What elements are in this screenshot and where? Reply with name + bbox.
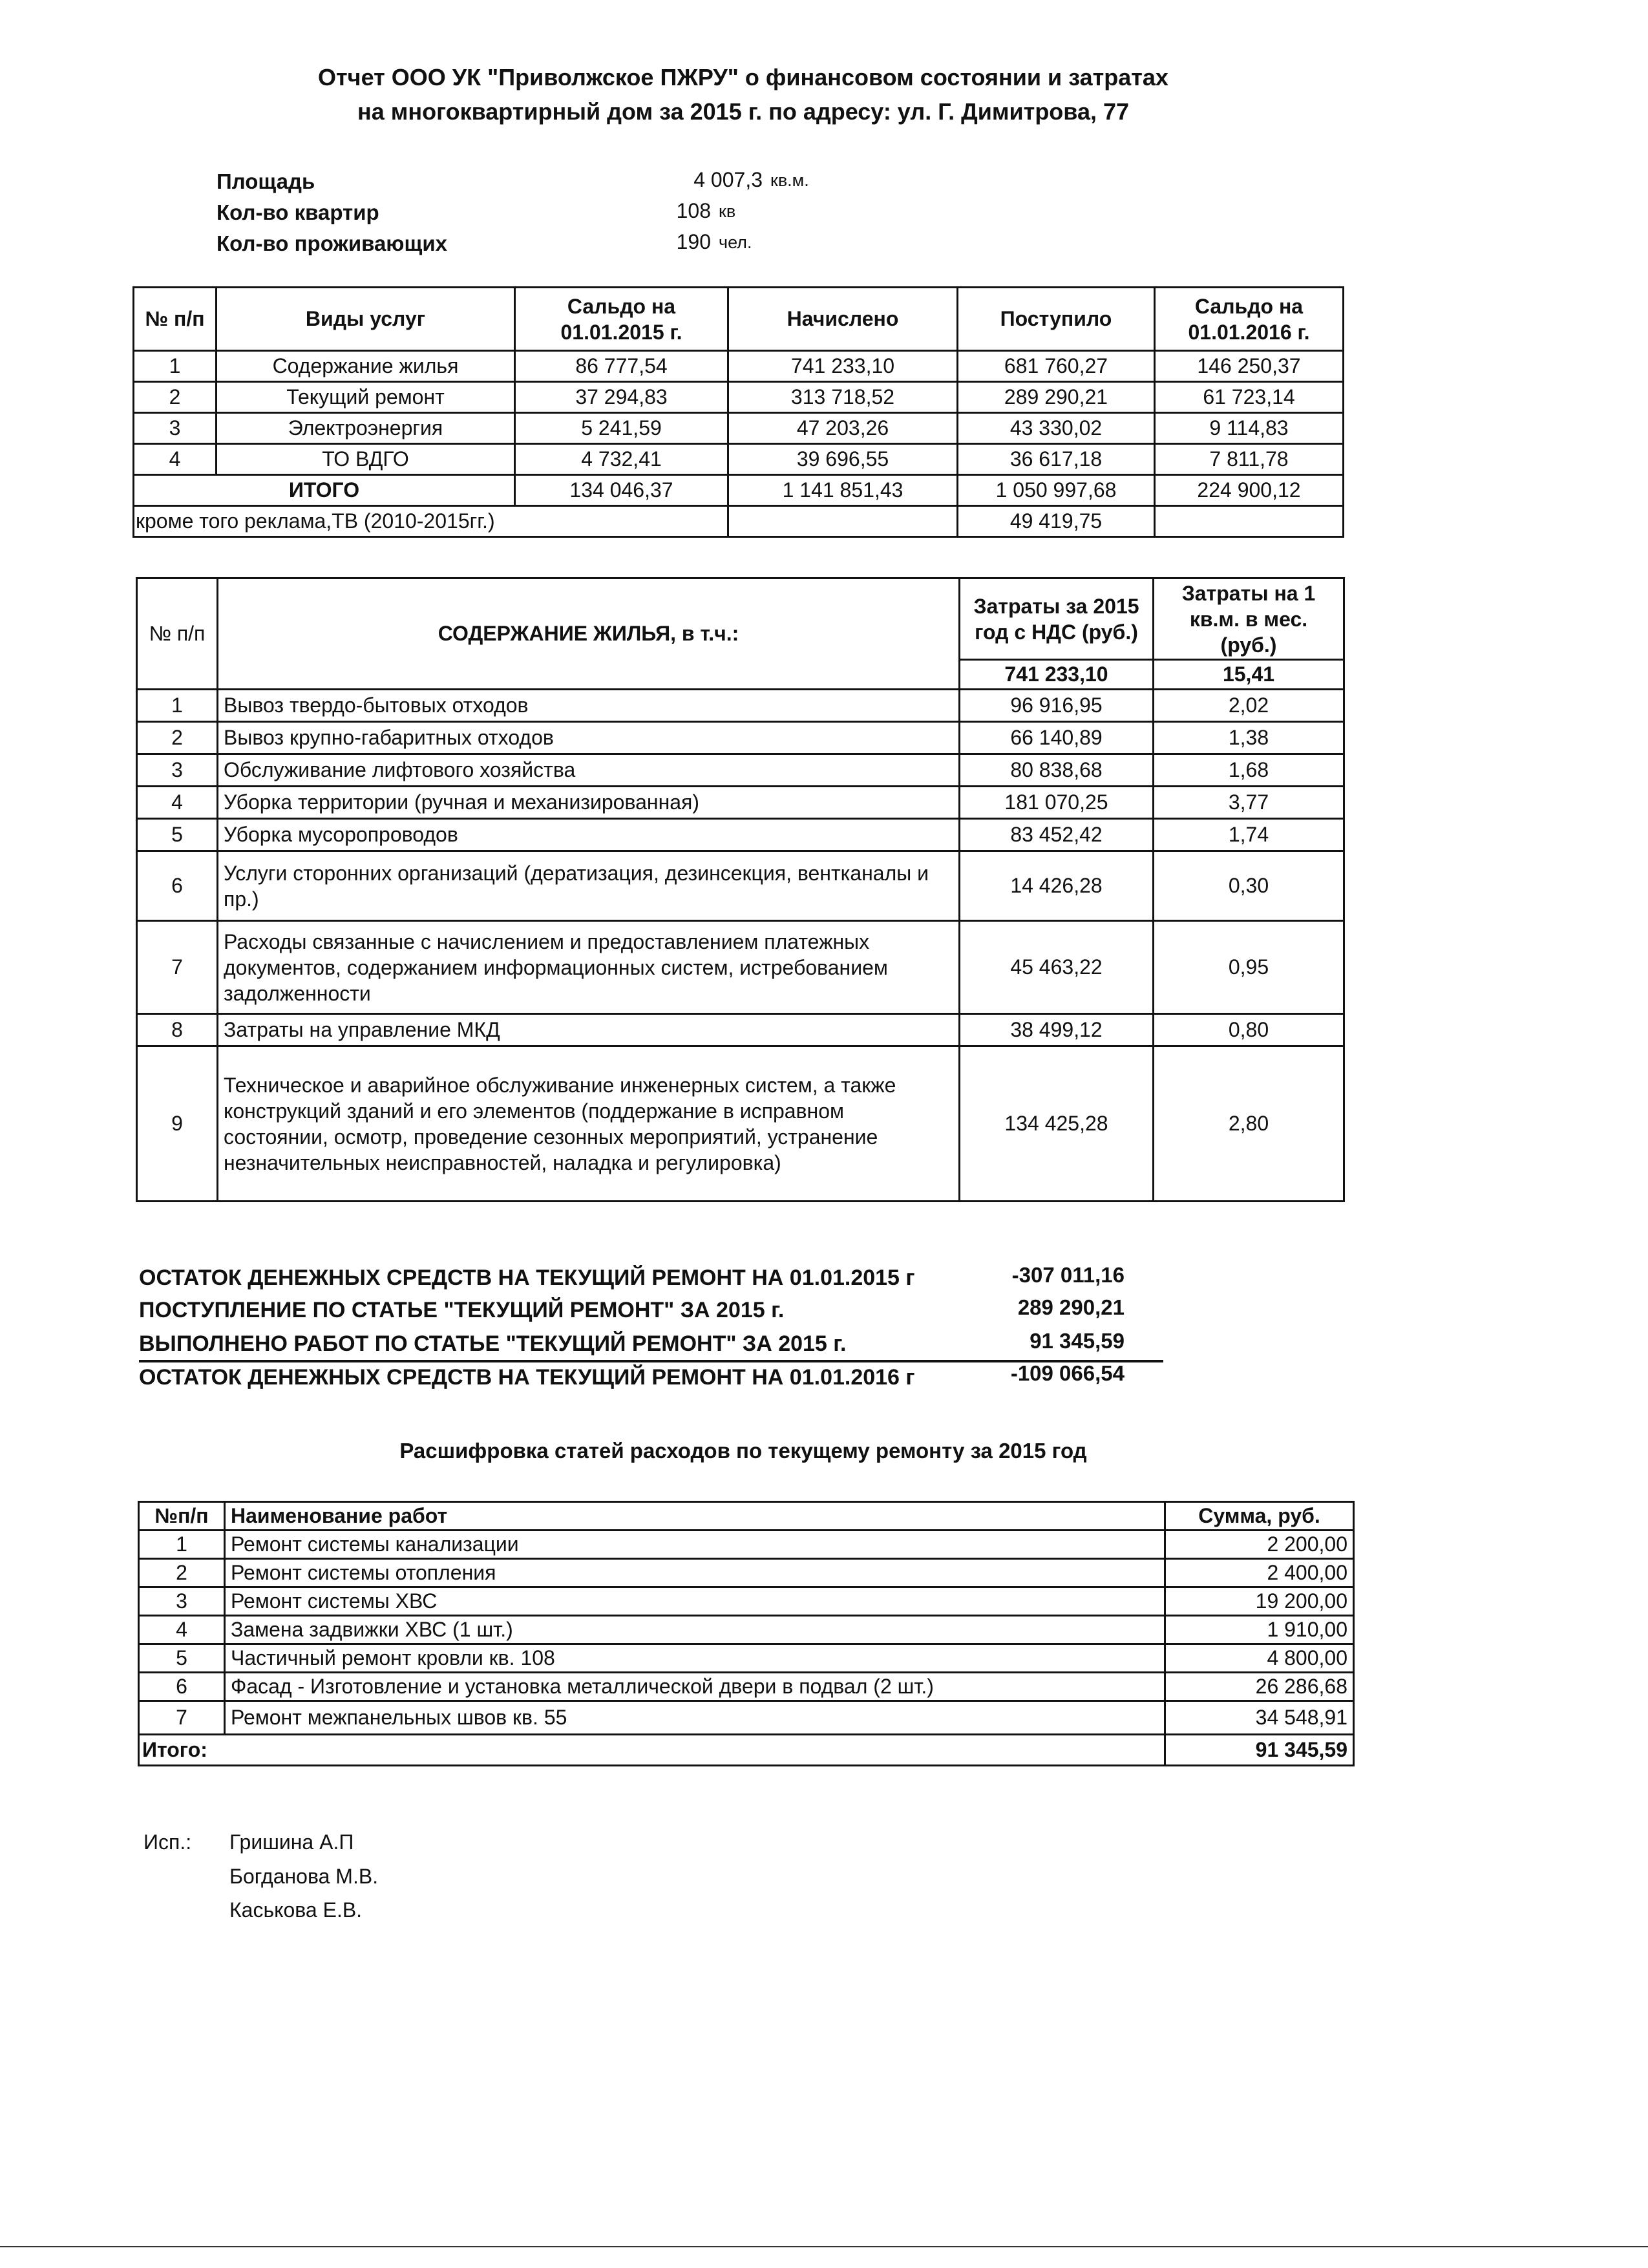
item-cost: 66 140,89 bbox=[960, 722, 1154, 754]
table-row bbox=[137, 690, 1344, 722]
total-cost-per-sqm: 15,41 bbox=[1154, 660, 1344, 690]
table-row bbox=[137, 722, 1344, 754]
table-row bbox=[137, 1046, 1344, 1202]
balance-start: 5 241,59 bbox=[515, 413, 728, 444]
item-name: Вывоз твердо-бытовых отходов bbox=[218, 690, 960, 722]
col-header-service: Виды услуг bbox=[217, 288, 515, 351]
work-amount: 2 200,00 bbox=[1165, 1531, 1354, 1559]
row-number: 3 bbox=[134, 413, 217, 444]
item-cost: 80 838,68 bbox=[960, 754, 1154, 787]
table-row bbox=[137, 754, 1344, 787]
received: 43 330,02 bbox=[958, 413, 1155, 444]
apartments-unit: кв bbox=[719, 202, 736, 221]
col-header-number: № п/п bbox=[134, 288, 217, 351]
col-header-number: №п/п bbox=[139, 1502, 225, 1531]
work-name: Ремонт системы ХВС bbox=[225, 1587, 1165, 1616]
col-header-amount: Сумма, руб. bbox=[1165, 1502, 1354, 1531]
row-number: 4 bbox=[137, 787, 218, 819]
row-number: 5 bbox=[137, 819, 218, 851]
totals-label: ИТОГО bbox=[134, 475, 515, 506]
repair-income-value: 289 290,21 bbox=[1017, 1295, 1125, 1319]
row-number: 2 bbox=[139, 1559, 225, 1587]
repair-works-label: ВЫПОЛНЕНО РАБОТ ПО СТАТЬЕ "ТЕКУЩИЙ РЕМОНТ" ЗА 2015 г. bbox=[139, 1331, 847, 1356]
row-number: 1 bbox=[139, 1531, 225, 1559]
table-row bbox=[137, 787, 1344, 819]
balance-end: 9 114,83 bbox=[1155, 413, 1344, 444]
executor-name: Гришина А.П bbox=[229, 1830, 354, 1854]
table-row bbox=[137, 851, 1344, 921]
accrued: 47 203,26 bbox=[728, 413, 958, 444]
work-name: Замена задвижки ХВС (1 шт.) bbox=[225, 1616, 1165, 1644]
table-row bbox=[139, 1701, 1354, 1735]
total-received: 1 050 997,68 bbox=[958, 475, 1155, 506]
table-row bbox=[139, 1673, 1354, 1701]
item-cost-per-sqm: 2,02 bbox=[1154, 690, 1344, 722]
advertising-value: 49 419,75 bbox=[958, 506, 1155, 537]
table-row bbox=[139, 1644, 1354, 1673]
accrued: 39 696,55 bbox=[728, 444, 958, 475]
balance-start: 37 294,83 bbox=[515, 382, 728, 413]
item-cost-per-sqm: 1,68 bbox=[1154, 754, 1344, 787]
row-number: 6 bbox=[139, 1673, 225, 1701]
row-number: 9 bbox=[137, 1046, 218, 1202]
balance-end: 61 723,14 bbox=[1155, 382, 1344, 413]
residents-unit: чел. bbox=[719, 233, 752, 252]
work-name: Ремонт системы отопления bbox=[225, 1559, 1165, 1587]
item-cost: 45 463,22 bbox=[960, 921, 1154, 1014]
item-cost: 14 426,28 bbox=[960, 851, 1154, 921]
item-cost-per-sqm: 2,80 bbox=[1154, 1046, 1344, 1202]
totals-row bbox=[139, 1735, 1354, 1766]
col-header-maintenance: СОДЕРЖАНИЕ ЖИЛЬЯ, в т.ч.: bbox=[218, 578, 960, 690]
total-accrued: 1 141 851,43 bbox=[728, 475, 958, 506]
item-name: Затраты на управление МКД bbox=[218, 1014, 960, 1046]
empty-cell bbox=[728, 506, 958, 537]
executor-name: Богданова М.В. bbox=[229, 1865, 379, 1888]
residents-label: Кол-во проживающих bbox=[217, 231, 447, 255]
received: 289 290,21 bbox=[958, 382, 1155, 413]
table-row bbox=[139, 1587, 1354, 1616]
work-amount: 19 200,00 bbox=[1165, 1587, 1354, 1616]
repair-breakdown-title: Расшифровка статей расходов по текущему ремонту за 2015 год bbox=[399, 1439, 1087, 1463]
repair-works-value: 91 345,59 bbox=[1030, 1329, 1125, 1353]
work-name: Фасад - Изготовление и установка металлической двери в подвал (2 шт.) bbox=[225, 1673, 1165, 1701]
row-number: 7 bbox=[137, 921, 218, 1014]
work-amount: 26 286,68 bbox=[1165, 1673, 1354, 1701]
table-row bbox=[137, 921, 1344, 1014]
repair-breakdown-table bbox=[138, 1501, 1355, 1766]
area-value: 4 007,3 bbox=[693, 168, 763, 191]
table-row bbox=[139, 1559, 1354, 1587]
item-name: Уборка мусоропроводов bbox=[218, 819, 960, 851]
row-number: 4 bbox=[134, 444, 217, 475]
total-balance-start: 134 046,37 bbox=[515, 475, 728, 506]
row-number: 3 bbox=[137, 754, 218, 787]
maintenance-cost-table bbox=[136, 577, 1345, 1202]
item-name: Вывоз крупно-габаритных отходов bbox=[218, 722, 960, 754]
item-cost: 83 452,42 bbox=[960, 819, 1154, 851]
item-name: Уборка территории (ручная и механизированная) bbox=[218, 787, 960, 819]
item-cost: 181 070,25 bbox=[960, 787, 1154, 819]
col-header-balance-2016: Сальдо на 01.01.2016 г. bbox=[1155, 288, 1344, 351]
work-name: Ремонт системы канализации bbox=[225, 1531, 1165, 1559]
accrued: 741 233,10 bbox=[728, 351, 958, 382]
item-name: Техническое и аварийное обслуживание инженерных систем, а также конструкций зданий и его элементов (поддержание в исправном состоянии, осмотр, проведение сезонных мероприятий, устранение незначительных неисправностей, наладка и регулировка) bbox=[218, 1046, 960, 1202]
total-cost: 741 233,10 bbox=[960, 660, 1154, 690]
residents-value: 190 bbox=[676, 230, 711, 253]
executor-name: Каськова Е.В. bbox=[229, 1898, 363, 1922]
report-title-line2: на многоквартирный дом за 2015 г. по адресу: ул. Г. Димитрова, 77 bbox=[357, 98, 1130, 125]
row-number: 7 bbox=[139, 1701, 225, 1735]
service-name: Содержание жилья bbox=[217, 351, 515, 382]
col-header-number: № п/п bbox=[137, 578, 218, 690]
balance-end-label: ОСТАТОК ДЕНЕЖНЫХ СРЕДСТВ НА ТЕКУЩИЙ РЕМОНТ НА 01.01.2016 г bbox=[139, 1365, 915, 1390]
table-row bbox=[134, 351, 1344, 382]
table-row bbox=[139, 1616, 1354, 1644]
total-balance-end: 224 900,12 bbox=[1155, 475, 1344, 506]
accrued: 313 718,52 bbox=[728, 382, 958, 413]
totals-row bbox=[134, 475, 1344, 506]
received: 681 760,27 bbox=[958, 351, 1155, 382]
balance-start-value: -307 011,16 bbox=[1011, 1263, 1125, 1287]
row-number: 4 bbox=[139, 1616, 225, 1644]
balance-start-label: ОСТАТОК ДЕНЕЖНЫХ СРЕДСТВ НА ТЕКУЩИЙ РЕМОНТ НА 01.01.2015 г bbox=[139, 1266, 915, 1290]
item-cost: 134 425,28 bbox=[960, 1046, 1154, 1202]
table-row bbox=[134, 444, 1344, 475]
table-row bbox=[134, 413, 1344, 444]
table-row bbox=[134, 382, 1344, 413]
balance-end-value: -109 066,54 bbox=[1010, 1361, 1125, 1385]
apartments-value: 108 bbox=[676, 199, 711, 222]
repair-income-label: ПОСТУПЛЕНИЕ ПО СТАТЬЕ "ТЕКУЩИЙ РЕМОНТ" ЗА 2015 г. bbox=[139, 1298, 785, 1322]
totals-value: 91 345,59 bbox=[1165, 1735, 1354, 1766]
extra-row bbox=[134, 506, 1344, 537]
item-name: Услуги сторонних организаций (дератизация, дезинсекция, вентканалы и пр.) bbox=[218, 851, 960, 921]
empty-cell bbox=[1155, 506, 1344, 537]
work-amount: 4 800,00 bbox=[1165, 1644, 1354, 1673]
balance-start: 4 732,41 bbox=[515, 444, 728, 475]
row-number: 1 bbox=[134, 351, 217, 382]
item-name: Расходы связанные с начислением и предоставлением платежных документов, содержанием информационных систем, истребованием задолженности bbox=[218, 921, 960, 1014]
col-header-accrued: Начислено bbox=[728, 288, 958, 351]
area-label: Площадь bbox=[217, 169, 315, 193]
item-cost-per-sqm: 0,95 bbox=[1154, 921, 1344, 1014]
row-number: 1 bbox=[137, 690, 218, 722]
work-name: Частичный ремонт кровли кв. 108 bbox=[225, 1644, 1165, 1673]
advertising-label: кроме того реклама,ТВ (2010-2015гг.) bbox=[134, 506, 728, 537]
item-cost-per-sqm: 1,38 bbox=[1154, 722, 1344, 754]
row-number: 3 bbox=[139, 1587, 225, 1616]
received: 36 617,18 bbox=[958, 444, 1155, 475]
item-name: Обслуживание лифтового хозяйства bbox=[218, 754, 960, 787]
work-amount: 34 548,91 bbox=[1165, 1701, 1354, 1735]
col-header-balance-2015: Сальдо на 01.01.2015 г. bbox=[515, 288, 728, 351]
page-edge-line bbox=[0, 2246, 1648, 2247]
row-number: 5 bbox=[139, 1644, 225, 1673]
service-name: ТО ВДГО bbox=[217, 444, 515, 475]
table-row bbox=[139, 1531, 1354, 1559]
col-header-cost: Затраты за 2015 год с НДС (руб.) bbox=[960, 578, 1154, 660]
apartments-label: Кол-во квартир bbox=[217, 200, 379, 224]
col-header-received: Поступило bbox=[958, 288, 1155, 351]
balance-start: 86 777,54 bbox=[515, 351, 728, 382]
item-cost: 96 916,95 bbox=[960, 690, 1154, 722]
services-balance-table bbox=[132, 286, 1344, 538]
work-name: Ремонт межпанельных швов кв. 55 bbox=[225, 1701, 1165, 1735]
service-name: Текущий ремонт bbox=[217, 382, 515, 413]
row-number: 8 bbox=[137, 1014, 218, 1046]
balance-end: 146 250,37 bbox=[1155, 351, 1344, 382]
table-row bbox=[137, 1014, 1344, 1046]
work-amount: 2 400,00 bbox=[1165, 1559, 1354, 1587]
work-amount: 1 910,00 bbox=[1165, 1616, 1354, 1644]
balance-end: 7 811,78 bbox=[1155, 444, 1344, 475]
item-cost-per-sqm: 1,74 bbox=[1154, 819, 1344, 851]
row-number: 6 bbox=[137, 851, 218, 921]
row-number: 2 bbox=[134, 382, 217, 413]
row-number: 2 bbox=[137, 722, 218, 754]
item-cost-per-sqm: 0,80 bbox=[1154, 1014, 1344, 1046]
area-unit: кв.м. bbox=[770, 171, 809, 190]
item-cost-per-sqm: 3,77 bbox=[1154, 787, 1344, 819]
table-row bbox=[137, 819, 1344, 851]
service-name: Электроэнергия bbox=[217, 413, 515, 444]
totals-label: Итого: bbox=[139, 1735, 1165, 1766]
item-cost-per-sqm: 0,30 bbox=[1154, 851, 1344, 921]
col-header-cost-per-sqm: Затраты на 1 кв.м. в мес. (руб.) bbox=[1154, 578, 1344, 660]
item-cost: 38 499,12 bbox=[960, 1014, 1154, 1046]
report-title-line1: Отчет ООО УК "Приволжское ПЖРУ" о финансовом состоянии и затратах bbox=[318, 64, 1168, 90]
col-header-work-name: Наименование работ bbox=[225, 1502, 1165, 1531]
executors-label: Исп.: bbox=[143, 1830, 192, 1854]
